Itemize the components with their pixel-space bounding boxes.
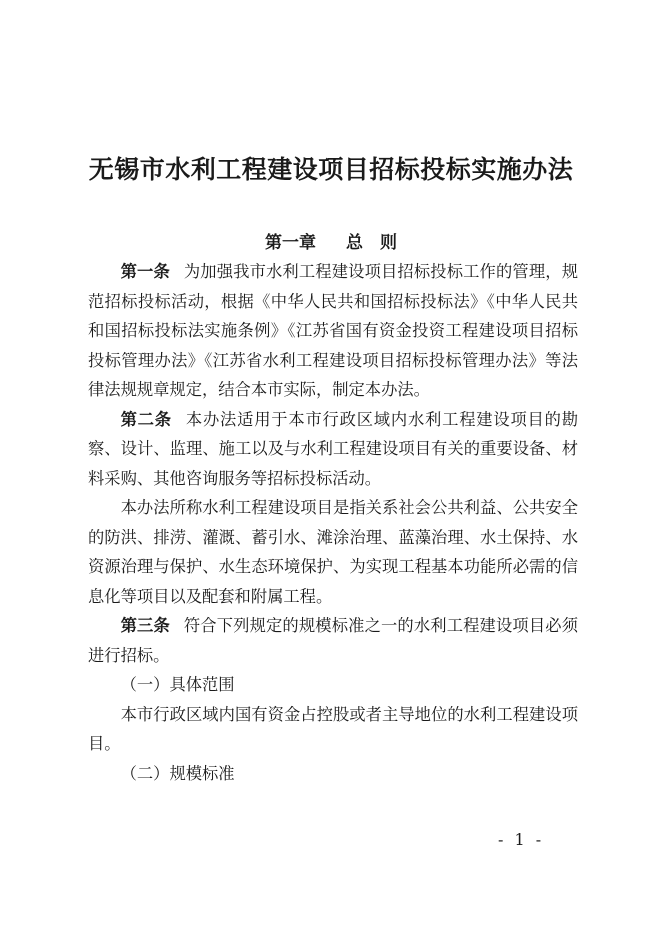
article-label: 第二条 (120, 409, 172, 429)
paragraph-text: 符合下列规定的规模标准之一的水利工程建设项目必须进行招标。 (88, 616, 578, 665)
paragraph-text: 本市行政区域内国有资金占控股或者主导地位的水利工程建设项目。 (88, 704, 578, 753)
paragraph-text: 为加强我市水利工程建设项目招标投标工作的管理，规范招标投标活动，根据《中华人民共和国招标投标法》《中华人民共和国招标投标法实施条例》《江苏省国有资金投资工程建设项目招标投标管理办法》《江苏省水利工程建设项目招标投标管理办法》等法律法规规章规定，结合本市实际，制定本办法。 (88, 262, 578, 399)
chapter-heading (0, 228, 662, 253)
document-body (88, 257, 578, 788)
paragraph-text: （二）规模标准 (120, 763, 235, 783)
paragraph-subheading-1 (88, 670, 578, 700)
paragraph-text: 本办法适用于本市行政区域内水利工程建设项目的勘察、设计、监理、施工以及与水利工程建设项目有关的重要设备、材料采购、其他咨询服务等招标投标活动。 (88, 409, 578, 488)
paragraph-subheading-2 (88, 759, 578, 789)
page-number: - 1 - (498, 830, 545, 849)
paragraph-scope (88, 700, 578, 759)
paragraph-definition (88, 493, 578, 611)
paragraph-article-2 (88, 405, 578, 494)
paragraph-text: 本办法所称水利工程建设项目是指关系社会公共利益、公共安全的防洪、排涝、灌溉、蓄引水、滩涂治理、蓝藻治理、水土保持、水资源治理与保护、水生态环境保护、为实现工程基本功能所必需的信息化等项目以及配套和附属工程。 (88, 498, 578, 606)
chapter-name: 总 则 (346, 233, 397, 253)
paragraph-text: （一）具体范围 (120, 675, 235, 694)
article-label: 第三条 (120, 616, 170, 635)
chapter-number: 第一章 (265, 233, 316, 253)
document-title: 无锡市水利工程建设项目招标投标实施办法 (88, 155, 574, 184)
paragraph-article-3 (88, 611, 578, 670)
article-label: 第一条 (120, 262, 170, 281)
paragraph-article-1 (88, 257, 578, 405)
